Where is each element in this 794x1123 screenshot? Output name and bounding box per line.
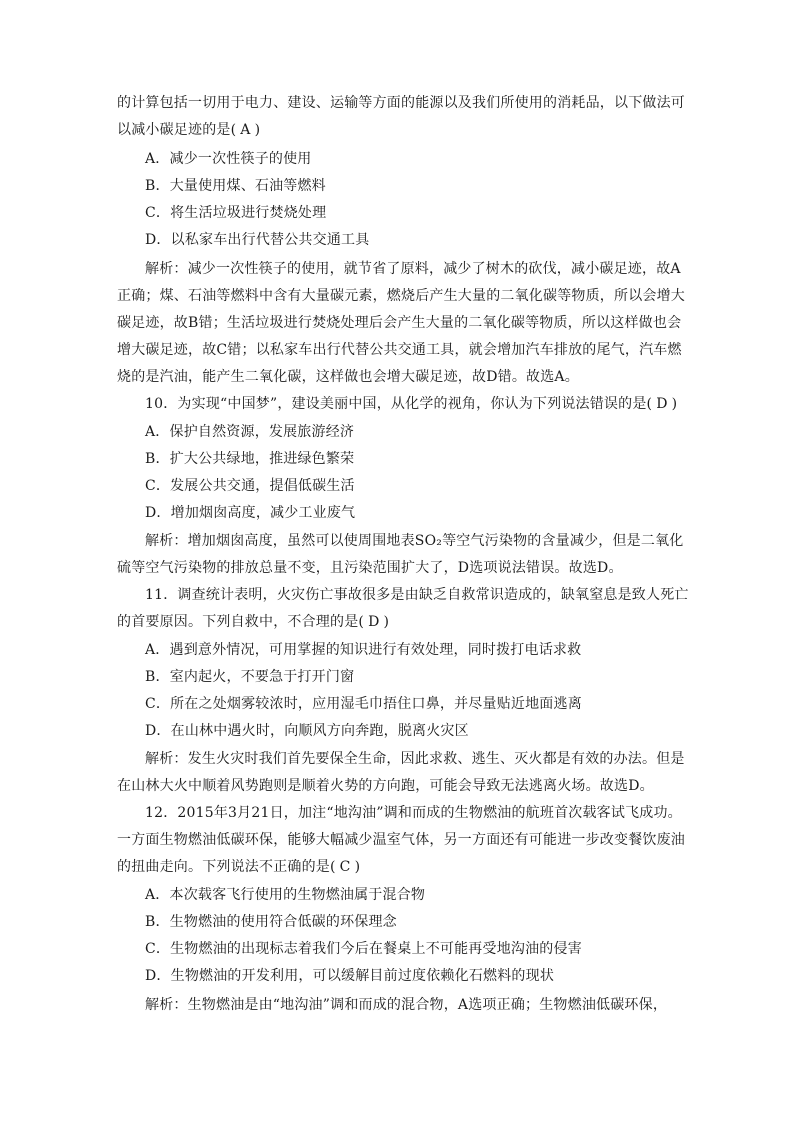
q12-stem-line-2: 一方面生物燃油低碳环保，能够大幅减少温室气体，另一方面还有可能进一步改变餐饮废油 bbox=[117, 832, 685, 848]
q9-stem-line-2 bbox=[117, 120, 687, 140]
q10-option-c: C．发展公共交通，提倡低碳生活 bbox=[145, 478, 355, 494]
q10-stem-close: ) bbox=[671, 396, 678, 412]
q12-option-c: C．生物燃油的出现标志着我们今后在餐桌上不可能再受地沟油的侵害 bbox=[145, 941, 582, 957]
q12-stem-close: ) bbox=[354, 859, 361, 875]
q11-option-c: C．所在之处烟雾较浓时，应用湿毛巾捂住口鼻，并尽量贴近地面逃离 bbox=[145, 696, 582, 712]
q9-option-a: A．减少一次性筷子的使用 bbox=[145, 151, 312, 167]
q9-stem-close: ) bbox=[254, 122, 261, 138]
q9-stem-line-1: 的计算包括一切用于电力、建设、运输等方面的能源以及我们所使用的消耗品，以下做法可 bbox=[117, 95, 685, 111]
q11-analysis-line-2: 在山林大火中顺着风势跑则是顺着火势的方向跑，可能会导致无法逃离火场。故选D。 bbox=[117, 778, 654, 794]
q12-analysis-line-1: 解析：生物燃油是由“地沟油”调和而成的混合物，A选项正确；生物燃油低碳环保， bbox=[145, 997, 668, 1013]
q10-option-b: B．扩大公共绿地，推进绿色繁荣 bbox=[145, 451, 355, 467]
q9-option-c: C．将生活垃圾进行焚烧处理 bbox=[145, 205, 327, 221]
q10-stem bbox=[145, 394, 715, 414]
q11-option-b: B．室内起火，不要急于打开门窗 bbox=[145, 669, 355, 685]
q10-option-a: A．保护自然资源，发展旅游经济 bbox=[145, 424, 355, 440]
q9-answer: A bbox=[240, 122, 251, 138]
q11-stem-text: 的首要原因。下列自救中，不合理的是( bbox=[117, 614, 365, 630]
q9-analysis-line-2: 正确；煤、石油等燃料中含有大量碳元素，燃烧后产生大量的二氧化碳等物质，所以会增大 bbox=[117, 288, 685, 304]
q12-option-d: D．生物燃油的开发利用，可以缓解目前过度依赖化石燃料的现状 bbox=[145, 968, 555, 984]
q11-stem-line-2 bbox=[117, 612, 687, 632]
q9-analysis-line-4: 增大碳足迹，故C错；以私家车出行代替公共交通工具，就会增加汽车排放的尾气，汽车燃 bbox=[117, 342, 682, 358]
q11-analysis-line-1: 解析：发生火灾时我们首先要保全生命，因此求救、逃生、灭火都是有效的办法。但是 bbox=[145, 751, 685, 767]
q10-analysis-line-2: 硫等空气污染物的排放总量不变，且污染范围扩大了，D选项说法错误。故选D。 bbox=[117, 560, 623, 576]
q11-option-d: D．在山林中遇火时，向顺风方向奔跑，脱离火灾区 bbox=[145, 723, 469, 739]
q12-stem-line-3 bbox=[117, 857, 687, 877]
q10-analysis-line-1: 解析：增加烟囱高度，虽然可以使周围地表SO₂等空气污染物的含量减少，但是二氧化 bbox=[145, 533, 684, 549]
q9-stem-text: 以减小碳足迹的是( bbox=[117, 122, 237, 138]
q9-analysis-line-5: 烧的是汽油，能产生二氧化碳，这样做也会增大碳足迹，故D错。故选A。 bbox=[117, 369, 579, 385]
q10-option-d: D．增加烟囱高度，减少工业废气 bbox=[145, 505, 356, 521]
q9-analysis-line-1: 解析：减少一次性筷子的使用，就节省了原料，减少了树木的砍伐，减小碳足迹，故A bbox=[145, 261, 681, 277]
q12-answer: C bbox=[339, 859, 351, 875]
q9-analysis-line-3: 碳足迹，故B错；生活垃圾进行焚烧处理后会产生大量的二氧化碳等物质，所以这样做也会 bbox=[117, 315, 682, 331]
q11-stem-line-1: 11．调查统计表明，火灾伤亡事故很多是由缺乏自救常识造成的，缺氧窒息是致人死亡 bbox=[145, 587, 689, 603]
q10-answer: D bbox=[656, 396, 668, 412]
q9-option-b: B．大量使用煤、石油等燃料 bbox=[145, 178, 326, 194]
q9-option-d: D．以私家车出行代替公共交通工具 bbox=[145, 232, 370, 248]
q12-stem-line-1: 12．2015年3月21日，加注“地沟油”调和而成的生物燃油的航班首次载客试飞成功。 bbox=[145, 805, 682, 821]
q12-option-b: B．生物燃油的使用符合低碳的环保理念 bbox=[145, 914, 397, 930]
q10-stem-text: 10．为实现“中国梦”，建设美丽中国，从化学的视角，你认为下列说法错误的是( bbox=[145, 396, 653, 412]
q11-answer: D bbox=[368, 614, 380, 630]
q11-option-a: A．遇到意外情况，可用掌握的知识进行有效处理，同时拨打电话求救 bbox=[145, 642, 582, 658]
q11-stem-close: ) bbox=[383, 614, 390, 630]
q12-option-a: A．本次载客飞行使用的生物燃油属于混合物 bbox=[145, 887, 426, 903]
q12-stem-text: 的扭曲走向。下列说法不正确的是( bbox=[117, 859, 336, 875]
